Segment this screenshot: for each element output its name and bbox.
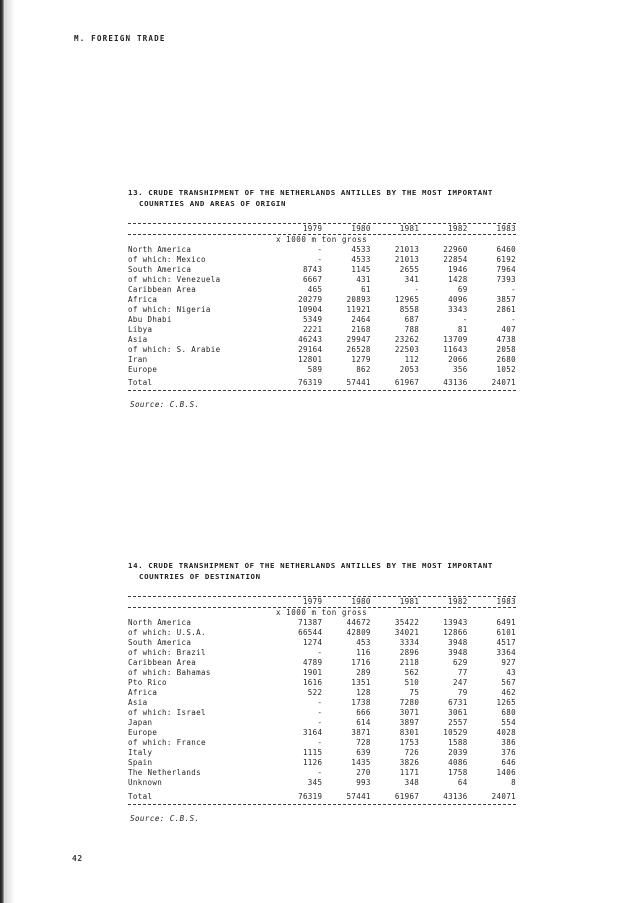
row-value: 465 <box>307 284 323 294</box>
table-row <box>128 305 516 315</box>
row-value: 7393 <box>496 274 516 284</box>
row-label: of which: France <box>128 738 206 748</box>
table-14-units-row <box>128 608 516 618</box>
table-14-year-header: 1980 <box>351 596 371 606</box>
row-value: 3948 <box>448 637 468 647</box>
row-value: - <box>462 315 468 325</box>
row-value: 1274 <box>302 637 323 647</box>
row-value: 77 <box>457 667 468 677</box>
row-value: 7280 <box>399 698 420 708</box>
row-value: 4028 <box>496 728 516 738</box>
row-value: 34021 <box>394 627 420 637</box>
row-value: 12801 <box>298 355 323 365</box>
row-value: 1115 <box>302 748 323 758</box>
row-label: Asia <box>128 335 148 345</box>
row-value: - <box>317 768 323 778</box>
row-value: 1758 <box>448 768 468 778</box>
row-label: South America <box>128 264 192 274</box>
row-value: 646 <box>501 758 516 768</box>
row-value: 927 <box>501 657 516 667</box>
table-13-total-row <box>128 378 516 388</box>
table-13-title <box>128 178 516 220</box>
table-row <box>128 678 516 688</box>
table-row <box>128 688 516 698</box>
table-13-year-header: 1983 <box>496 223 516 233</box>
table-row <box>128 628 516 638</box>
row-value: 639 <box>356 748 371 758</box>
row-value: - <box>511 284 516 294</box>
total-value: 61967 <box>394 791 420 801</box>
row-label: of which: Brazil <box>128 647 206 657</box>
row-value: 2058 <box>496 345 516 355</box>
row-value: 8 <box>511 778 516 788</box>
row-value: 345 <box>307 778 323 788</box>
row-value: 348 <box>404 778 420 788</box>
row-value: 112 <box>404 355 420 365</box>
row-value: 3164 <box>302 728 323 738</box>
row-value: 4096 <box>448 294 468 304</box>
row-value: 2066 <box>448 355 468 365</box>
table-row <box>128 295 516 305</box>
row-value: 5349 <box>302 315 323 325</box>
row-value: 2118 <box>399 657 420 667</box>
row-value: 46243 <box>298 335 323 345</box>
row-value: 1588 <box>448 738 468 748</box>
table-14-block <box>128 551 516 823</box>
row-value: 1716 <box>351 657 371 667</box>
table-13-body <box>128 235 516 391</box>
table-row <box>128 768 516 778</box>
row-value: 4086 <box>448 758 468 768</box>
row-value: - <box>317 647 323 657</box>
row-value: 1946 <box>448 264 468 274</box>
table-14 <box>128 597 516 607</box>
row-value: 1052 <box>496 365 516 375</box>
row-value: 61 <box>361 284 371 294</box>
row-value: 66544 <box>298 627 323 637</box>
table-row <box>128 738 516 748</box>
row-value: 64 <box>457 778 468 788</box>
table-14-header-row <box>128 597 516 607</box>
table-13-title-line2: COUNRTIES AND AREAS OF ORIGIN <box>139 198 287 208</box>
row-value: 862 <box>356 365 371 375</box>
table-13-year-header: 1982 <box>448 223 468 233</box>
row-value: - <box>317 708 323 718</box>
table-row <box>128 708 516 718</box>
row-value: 42809 <box>346 627 371 637</box>
table-row <box>128 325 516 335</box>
row-value: 7964 <box>496 264 516 274</box>
row-label: Africa <box>128 688 158 698</box>
row-label: Japan <box>128 718 153 728</box>
row-value: 43 <box>506 667 516 677</box>
row-value: 1265 <box>496 698 516 708</box>
row-value: 1406 <box>496 768 516 778</box>
row-value: 1145 <box>351 264 371 274</box>
table-row <box>128 618 516 628</box>
row-value: 11921 <box>346 305 371 314</box>
table-row <box>128 355 516 365</box>
row-value: 728 <box>356 738 371 748</box>
row-value: 22503 <box>394 345 420 355</box>
row-label: of which: U.S.A. <box>128 627 206 637</box>
table-14-title <box>128 551 516 593</box>
row-value: 69 <box>457 284 468 294</box>
table-13 <box>128 224 516 234</box>
row-value: 1738 <box>351 698 371 708</box>
table-13-year-header: 1979 <box>302 223 323 233</box>
row-value: 8558 <box>399 305 420 314</box>
total-value: 43136 <box>443 791 468 801</box>
row-label: of which: Mexico <box>128 254 206 264</box>
table-row <box>128 255 516 265</box>
row-label: of which: Nigeria <box>128 305 211 314</box>
table-row <box>128 345 516 355</box>
row-value: - <box>511 315 516 325</box>
table-row <box>128 758 516 768</box>
row-value: 6101 <box>496 627 516 637</box>
row-value: 687 <box>404 315 420 325</box>
table-14-year-header: 1982 <box>448 596 468 606</box>
row-value: 29947 <box>346 335 371 345</box>
table-13-block <box>128 178 516 409</box>
table-14-rule-bottom <box>128 804 516 805</box>
total-label: Total <box>128 791 153 801</box>
row-value: 726 <box>404 748 420 758</box>
table-row <box>128 698 516 708</box>
row-value: 8301 <box>399 728 420 738</box>
table-13-rule-bottom <box>128 390 516 391</box>
row-value: 12866 <box>443 627 468 637</box>
row-value: 71387 <box>298 617 323 627</box>
row-value: 1279 <box>351 355 371 365</box>
row-value: 6667 <box>302 274 323 284</box>
row-value: 3897 <box>399 718 420 728</box>
table-14-year-header: 1979 <box>302 596 323 606</box>
row-value: 4533 <box>351 244 371 254</box>
row-value: 20893 <box>346 294 371 304</box>
row-value: 2655 <box>399 264 420 274</box>
row-label: Europe <box>128 365 158 375</box>
table-row <box>128 748 516 758</box>
row-value: - <box>317 254 323 264</box>
row-value: 247 <box>452 678 468 687</box>
row-value: 3334 <box>399 637 420 647</box>
row-value: 341 <box>404 274 420 284</box>
row-value: 1901 <box>302 667 323 677</box>
row-value: 407 <box>501 325 516 335</box>
table-row <box>128 315 516 325</box>
row-value: 35422 <box>394 617 420 627</box>
row-value: 1126 <box>302 758 323 768</box>
table-14-total-row <box>128 792 516 802</box>
row-value: 22960 <box>443 244 468 254</box>
table-14-year-header: 1983 <box>496 596 516 606</box>
row-value: 3343 <box>448 305 468 314</box>
table-14-year-header: 1981 <box>399 596 420 606</box>
row-value: 12965 <box>394 294 420 304</box>
table-row <box>128 335 516 345</box>
row-value: - <box>414 284 420 294</box>
row-value: 10529 <box>443 728 468 738</box>
row-value: 6731 <box>448 698 468 708</box>
row-value: 2896 <box>399 647 420 657</box>
row-value: 386 <box>501 738 516 748</box>
row-value: 1435 <box>351 758 371 768</box>
table-13-source: Source: C.B.S. <box>130 400 200 410</box>
row-value: - <box>317 244 323 254</box>
table-row <box>128 728 516 738</box>
row-value: 788 <box>404 325 420 335</box>
row-value: 2221 <box>302 325 323 335</box>
table-row <box>128 275 516 285</box>
row-label: of which: Venezuela <box>128 274 221 284</box>
row-value: 3857 <box>496 294 516 304</box>
row-value: 1616 <box>302 678 323 687</box>
table-14-body <box>128 608 516 804</box>
row-label: North America <box>128 617 192 627</box>
total-value: 76319 <box>298 378 323 388</box>
row-label: Europe <box>128 728 158 738</box>
row-value: 44672 <box>346 617 371 627</box>
row-value: 1351 <box>351 678 371 687</box>
row-value: 522 <box>307 688 323 698</box>
row-value: - <box>317 698 323 708</box>
total-value: 76319 <box>298 791 323 801</box>
row-label: Asia <box>128 698 148 708</box>
row-value: 2861 <box>496 305 516 314</box>
total-value: 24071 <box>491 378 516 388</box>
row-value: 431 <box>356 274 371 284</box>
row-value: 81 <box>457 325 468 335</box>
row-value: 666 <box>356 708 371 718</box>
running-head: M. FOREIGN TRADE <box>74 34 166 43</box>
row-value: 4738 <box>496 335 516 345</box>
row-label: South America <box>128 637 192 647</box>
table-row <box>128 718 516 728</box>
row-label: Abu Dhabi <box>128 315 172 325</box>
row-value: 21013 <box>394 254 420 264</box>
table-row <box>128 668 516 678</box>
row-label: of which: Bahamas <box>128 667 211 677</box>
row-value: 554 <box>501 718 516 728</box>
row-value: 289 <box>356 667 371 677</box>
row-value: 2464 <box>351 315 371 325</box>
row-value: 26528 <box>346 345 371 355</box>
row-value: 2053 <box>399 365 420 375</box>
row-label: Libya <box>128 325 153 335</box>
row-label: Caribbean Area <box>128 284 197 294</box>
row-value: 993 <box>356 778 371 788</box>
row-value: 1428 <box>448 274 468 284</box>
row-value: 562 <box>404 667 420 677</box>
row-value: 21013 <box>394 244 420 254</box>
row-value: 680 <box>501 708 516 718</box>
table-14-title-line1: 14. CRUDE TRANSHIPMENT OF THE NETHERLANDS ANTILLES BY THE MOST IMPORTANT <box>128 561 494 571</box>
row-value: 4789 <box>302 657 323 667</box>
row-value: 3364 <box>496 647 516 657</box>
row-value: 567 <box>501 678 516 687</box>
table-13-year-header: 1980 <box>351 223 371 233</box>
total-value: 61967 <box>394 378 420 388</box>
table-row <box>128 658 516 668</box>
row-label: Africa <box>128 294 158 304</box>
table-13-units-row <box>128 235 516 245</box>
table-row <box>128 285 516 295</box>
row-value: 270 <box>356 768 371 778</box>
table-13-year-header: 1981 <box>399 223 420 233</box>
row-value: 589 <box>307 365 323 375</box>
row-value: 6192 <box>496 254 516 264</box>
row-value: 510 <box>404 678 420 687</box>
table-row <box>128 648 516 658</box>
row-value: - <box>317 738 323 748</box>
row-label: Unknown <box>128 778 163 788</box>
row-value: 2680 <box>496 355 516 365</box>
row-value: 3826 <box>399 758 420 768</box>
row-value: 4533 <box>351 254 371 264</box>
table-13-corner-cell <box>128 224 274 234</box>
row-label: Caribbean Area <box>128 657 197 667</box>
table-row <box>128 638 516 648</box>
row-value: 376 <box>501 748 516 758</box>
row-value: 1171 <box>399 768 420 778</box>
row-label: of which: Israel <box>128 708 206 718</box>
row-value: 128 <box>356 688 371 698</box>
row-value: 10904 <box>298 305 323 314</box>
table-14-units: x 1000 m ton gross <box>276 607 368 617</box>
row-label: Italy <box>128 748 153 758</box>
row-label: North America <box>128 244 192 254</box>
row-value: 13709 <box>443 335 468 345</box>
row-value: 13943 <box>443 617 468 627</box>
row-value: 6491 <box>496 617 516 627</box>
row-value: 3948 <box>448 647 468 657</box>
row-value: 356 <box>452 365 468 375</box>
row-value: 6460 <box>496 244 516 254</box>
row-value: 29164 <box>298 345 323 355</box>
row-value: 3071 <box>399 708 420 718</box>
table-13-units: x 1000 m ton gross <box>276 234 368 244</box>
row-value: 3061 <box>448 708 468 718</box>
row-value: 453 <box>356 637 371 647</box>
row-label: Spain <box>128 758 153 768</box>
total-value: 43136 <box>443 378 468 388</box>
row-value: 4517 <box>496 637 516 647</box>
row-value: - <box>317 718 323 728</box>
row-value: 79 <box>457 688 468 698</box>
total-value: 57441 <box>346 791 371 801</box>
table-14-title-line2: COUNTRIES OF DESTINATION <box>139 571 261 581</box>
total-label: Total <box>128 378 153 388</box>
total-value: 24071 <box>491 791 516 801</box>
row-label: Iran <box>128 355 148 365</box>
row-value: 1753 <box>399 738 420 748</box>
row-value: 11643 <box>443 345 468 355</box>
total-value: 57441 <box>346 378 371 388</box>
row-value: 20279 <box>298 294 323 304</box>
table-row <box>128 778 516 788</box>
row-value: 462 <box>501 688 516 698</box>
row-value: 614 <box>356 718 371 728</box>
row-value: 2557 <box>448 718 468 728</box>
table-row <box>128 365 516 375</box>
row-value: 23262 <box>394 335 420 345</box>
table-row <box>128 265 516 275</box>
table-14-corner-cell <box>128 597 274 607</box>
row-label: of which: S. Arabie <box>128 345 221 355</box>
table-14-source: Source: C.B.S. <box>130 813 200 823</box>
table-13-header-row <box>128 224 516 234</box>
row-value: 2168 <box>351 325 371 335</box>
row-label: The Netherlands <box>128 768 201 778</box>
row-value: 116 <box>356 647 371 657</box>
table-row <box>128 245 516 255</box>
row-value: 75 <box>409 688 420 698</box>
row-value: 2039 <box>448 748 468 758</box>
table-13-title-line1: 13. CRUDE TRANSHIPMENT OF THE NETHERLANDS ANTILLES BY THE MOST IMPORTANT <box>128 188 494 198</box>
row-value: 3871 <box>351 728 371 738</box>
row-value: 629 <box>452 657 468 667</box>
row-label: Pto Rico <box>128 678 167 687</box>
page-number: 42 <box>72 854 83 863</box>
row-value: 8743 <box>302 264 323 274</box>
row-value: 22854 <box>443 254 468 264</box>
